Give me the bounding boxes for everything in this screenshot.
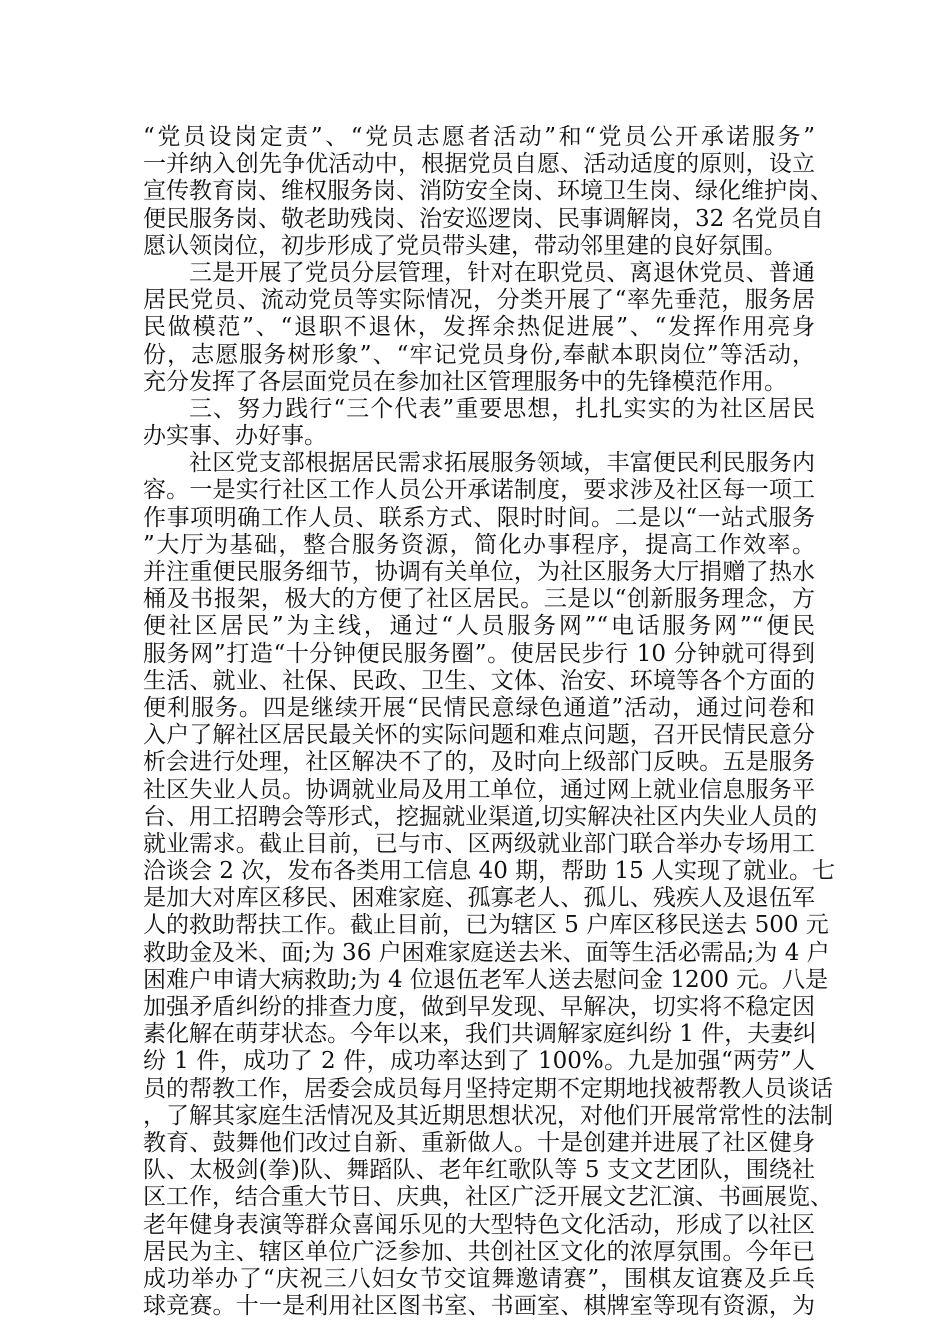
text-line: 充分发挥了各层面党员在参加社区管理服务中的先锋模范作用。 bbox=[143, 368, 787, 395]
text-line: 份，志愿服务树形象”、“牢记党员身份,奉献本职岗位”等活动， bbox=[143, 341, 815, 368]
text-line: 入户了解社区居民最关怀的实际问题和难点问题，召开民情民意分 bbox=[143, 722, 815, 749]
text-line: 便民服务岗、敬老助残岗、治安巡逻岗、民事调解岗，32 名党员自 bbox=[143, 205, 824, 232]
text-line: 容。一是实行社区工作人员公开承诺制度，要求涉及社区每一项工 bbox=[143, 477, 815, 504]
text-line: 救助金及米、面;为 36 户困难家庭送去米、面等生活必需品;为 4 户 bbox=[143, 939, 830, 966]
text-line: 洽谈会 2 次，发布各类用工信息 40 期，帮助 15 人实现了就业。七 bbox=[143, 858, 836, 885]
text-line: 一并纳入创先争优活动中，根据党员自愿、活动适度的原则，设立 bbox=[143, 151, 815, 178]
text-line: 纷 1 件，成功了 2 件，成功率达到了 100%。九是加强“两劳”人 bbox=[143, 1048, 815, 1075]
text-line: 桶及书报架，极大的方便了社区居民。三是以“创新服务理念，方 bbox=[143, 586, 815, 613]
text-line: ，了解其家庭生活情况及其近期思想状况，对他们开展常常性的法制 bbox=[143, 1102, 833, 1129]
text-line: 教育、鼓舞他们改过自新、重新做人。十是创建并进展了社区健身 bbox=[143, 1129, 815, 1156]
text-line: 居民为主、辖区单位广泛参加、共创社区文化的浓厚氛围。今年已 bbox=[143, 1238, 815, 1265]
text-line: 三是开展了党员分层管理，针对在职党员、离退休党员、普通 bbox=[189, 259, 815, 286]
text-line: 台、用工招聘会等形式，挖掘就业渠道,切实解决社区内失业人员的 bbox=[143, 803, 818, 830]
text-line: 服务网”打造“十分钟便民服务圈”。使居民步行 10 分钟就可得到 bbox=[143, 640, 815, 667]
text-line: 民做模范”、“退职不退休，发挥余热促进展”、“发挥作用亮身 bbox=[143, 314, 815, 341]
text-line: 生活、就业、社保、民政、卫生、文体、治安、环境等各个方面的 bbox=[143, 667, 815, 694]
text-line: 球竞赛。十一是利用社区图书室、书画室、棋牌室等现有资源，为 bbox=[143, 1293, 815, 1320]
text-line: 就业需求。截止目前，已与市、区两级就业部门联合举办专场用工 bbox=[143, 830, 815, 857]
text-line: 老年健身表演等群众喜闻乐见的大型特色文化活动，形成了以社区 bbox=[143, 1211, 815, 1238]
text-line: 员的帮教工作，居委会成员每月坚持定期不定期地找被帮教人员谈话 bbox=[143, 1075, 833, 1102]
text-line: 区工作，结合重大节日、庆典，社区广泛开展文艺汇演、书画展览、 bbox=[143, 1184, 833, 1211]
text-line: 队、太极剑(拳)队、舞蹈队、老年红歌队等 5 支文艺团队，围绕社 bbox=[143, 1157, 815, 1184]
text-line: 宣传教育岗、维权服务岗、消防安全岗、环境卫生岗、绿化维护岗、 bbox=[143, 178, 833, 205]
text-line: 人的救助帮扶工作。截止目前，已为辖区 5 户库区移民送去 500 元 bbox=[143, 912, 829, 939]
text-line: 加强矛盾纠纷的排查力度，做到早发现、早解决，切实将不稳定因 bbox=[143, 994, 815, 1020]
text-line: 成功举办了“庆祝三八妇女节交谊舞邀请赛”，围棋友谊赛及乒乓 bbox=[143, 1265, 815, 1292]
text-line: 是加大对库区移民、困难家庭、孤寡老人、孤儿、残疾人及退伍军 bbox=[143, 885, 815, 912]
text-line: ”大厅为基础，整合服务资源，简化办事程序，提高工作效率。 bbox=[143, 531, 815, 558]
text-line: 办实事、办好事。 bbox=[143, 423, 327, 450]
text-line: 便利服务。四是继续开展“民情民意绿色通道”活动，通过问卷和 bbox=[143, 694, 815, 721]
text-line: 社区失业人员。协调就业局及用工单位，通过网上就业信息服务平 bbox=[143, 776, 815, 803]
text-line: 三、努力践行“三个代表”重要思想，扎扎实实的为社区居民 bbox=[189, 395, 815, 422]
text-line: 作事项明确工作人员、联系方式、限时时间。二是以“一站式服务 bbox=[143, 504, 815, 531]
text-line: 困难户申请大病救助;为 4 位退伍老军人送去慰问金 1200 元。八是 bbox=[143, 966, 829, 993]
text-line: 析会进行处理，社区解决不了的，及时向上级部门反映。五是服务 bbox=[143, 749, 815, 776]
text-line: 愿认领岗位，初步形成了党员带头建，带动邻里建的良好氛围。 bbox=[143, 232, 787, 259]
body-text bbox=[143, 124, 836, 1320]
text-line: 素化解在萌芽状态。今年以来，我们共调解家庭纠纷 1 件，夫妻纠 bbox=[143, 1021, 817, 1048]
text-line: 便社区居民”为主线，通过“人员服务网”“电话服务网”“便民 bbox=[143, 613, 815, 640]
text-line: “党员设岗定责”、“党员志愿者活动”和“党员公开承诺服务” bbox=[143, 124, 815, 150]
text-line: 社区党支部根据居民需求拓展服务领域，丰富便民利民服务内 bbox=[189, 450, 815, 477]
text-line: 并注重便民服务细节，协调有关单位，为社区服务大厅捐赠了热水 bbox=[143, 559, 815, 585]
text-line: 居民党员、流动党员等实际情况，分类开展了“率先垂范，服务居 bbox=[143, 287, 815, 314]
